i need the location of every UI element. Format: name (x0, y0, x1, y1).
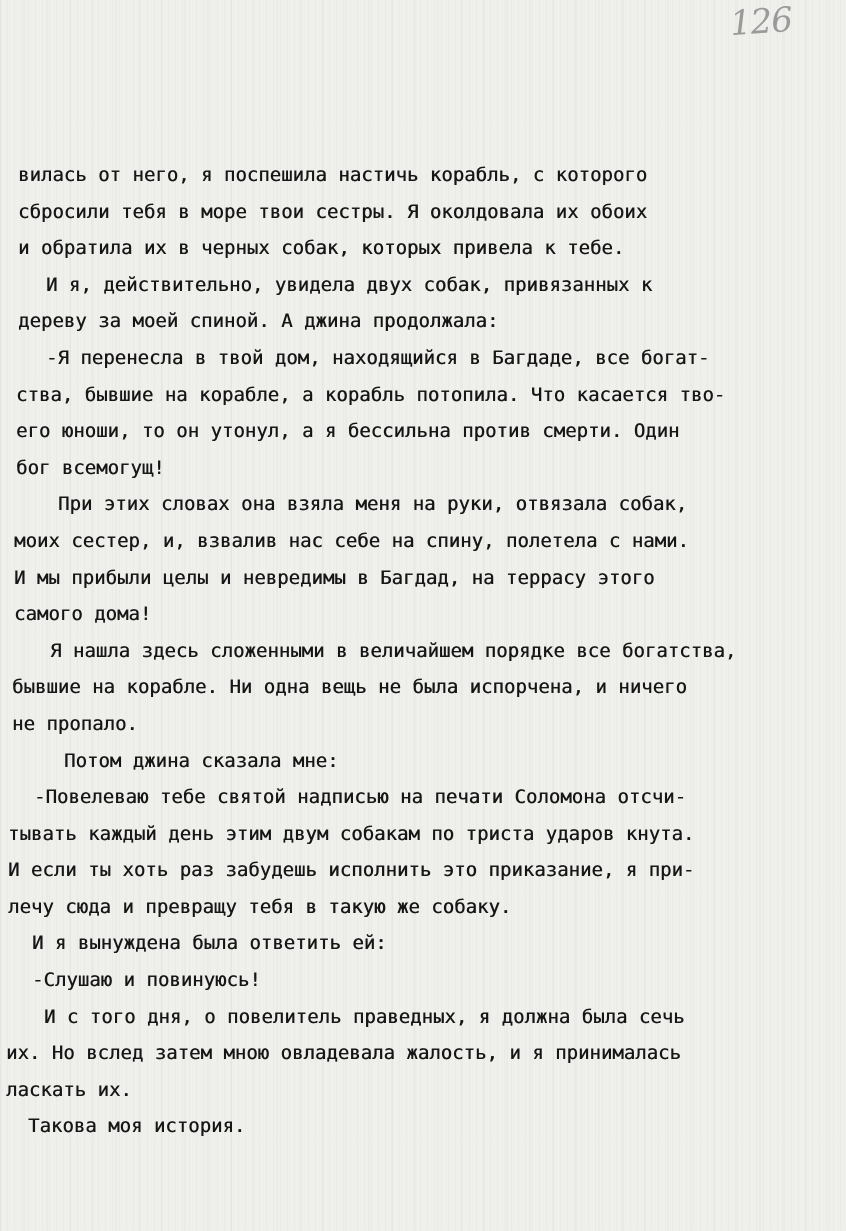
text-line: самого дома! (14, 603, 152, 626)
text-line: И если ты хоть раз забудешь исполнить это приказание, я при- (8, 859, 695, 882)
text-line: Такова моя история. (28, 1115, 246, 1138)
text-line: бывшие на корабле. Ни одна вещь не была испорчена, и ничего (12, 676, 687, 699)
text-line: -Слушаю и повинуюсь! (32, 969, 261, 992)
text-line: и обратила их в черных собак, которых привела к тебе. (18, 237, 625, 260)
text-line: тывать каждый день этим двум собакам по триста ударов кнута. (8, 822, 695, 845)
text-line: И я, действительно, увидела двух собак, привязанных к (46, 273, 653, 296)
text-line: их. Но вслед затем мною овладевала жалость, и я принималась (6, 1042, 681, 1065)
text-line: лечу сюда и превращу тебя в такую же собаку. (8, 895, 512, 918)
text-line: дереву за моей спиной. А джина продолжала: (18, 310, 499, 333)
text-line: моих сестер, и, взвалив нас себе на спину, полетела с нами. (14, 529, 689, 552)
text-line: При этих словах она взяла меня на руки, отвязала собак, (58, 493, 688, 516)
text-line: сбросили тебя в море твои сестры. Я околдовала их обоих (18, 200, 648, 223)
text-line: И я вынуждена была ответить ей: (32, 932, 387, 955)
text-line: -Повелеваю тебе святой надписью на печати Соломона отсчи- (34, 786, 687, 809)
text-line: И с того дня, о повелитель праведных, я должна была сечь (44, 1005, 685, 1028)
text-line: Потом джина сказала мне: (64, 749, 339, 772)
page-number: 126 (728, 0, 794, 45)
text-line: бог всемогущ! (16, 456, 165, 479)
typescript-body (0, 157, 846, 1145)
text-line: вилась от него, я поспешила настичь корабль, с которого (18, 164, 648, 186)
text-line: -Я перенесла в твой дом, находящийся в Багдаде, все богат- (46, 346, 710, 369)
text-line: не пропало. (12, 712, 138, 735)
text-line: ласкать их. (6, 1078, 132, 1101)
text-line: И мы прибыли целы и невредимы в Багдад, на террасу этого (14, 566, 655, 589)
text-line: его юноши, то он утонул, а я бессильна против смерти. Один (16, 420, 680, 443)
text-line: Я нашла здесь сложенными в величайшем порядке все богатства, (50, 639, 737, 662)
text-line: ства, бывшие на корабле, а корабль потопила. Что касается тво- (16, 383, 726, 406)
